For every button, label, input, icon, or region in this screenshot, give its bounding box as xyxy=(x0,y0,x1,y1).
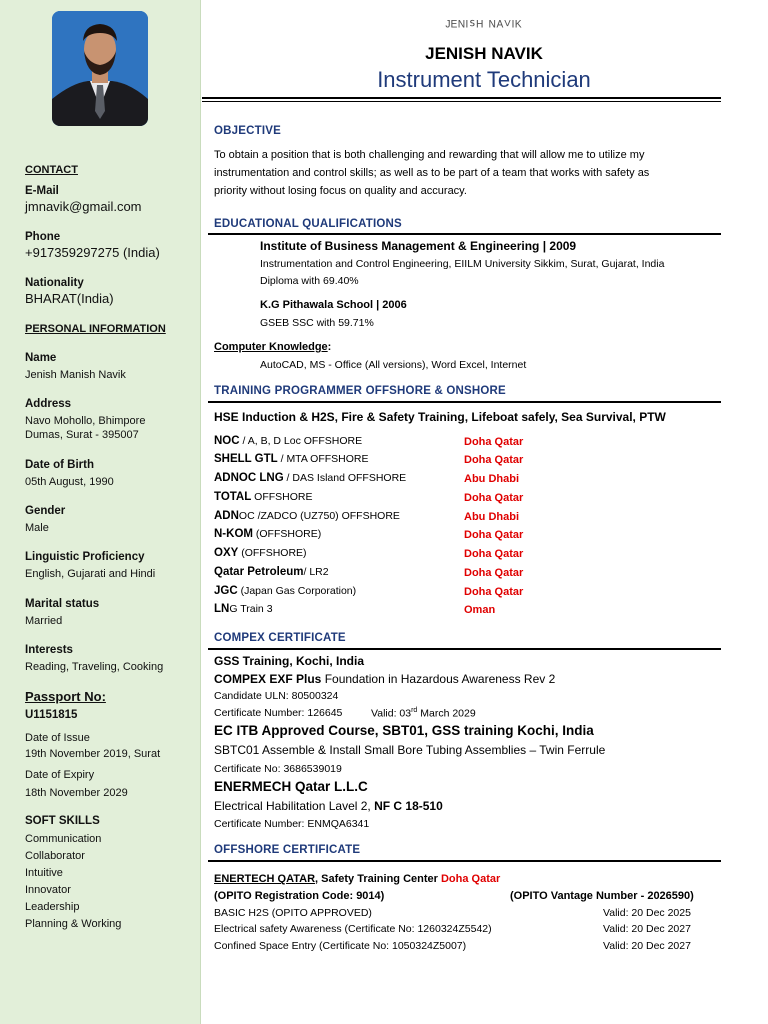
training-location: Doha Qatar xyxy=(464,548,524,560)
soft-skill-item: Innovator xyxy=(25,884,71,896)
interests-value: Reading, Traveling, Cooking xyxy=(25,661,164,673)
marital-value: Married xyxy=(25,615,63,627)
enertech-center: , Safety Training Center xyxy=(315,873,441,885)
itb-course: EC ITB Approved Course, SBT01, GSS training Kochi, India xyxy=(214,723,594,738)
address-label: Address xyxy=(25,398,72,410)
header-rule xyxy=(202,97,721,99)
interests-label: Interests xyxy=(25,644,73,656)
address-line2: Dumas, Surat - 395007 xyxy=(25,429,139,441)
language-value: English, Gujarati and Hindi xyxy=(25,568,156,580)
name-value: Jenish Manish Navik xyxy=(25,369,126,381)
training-row xyxy=(214,472,406,484)
nationality-value: BHARAT(India) xyxy=(25,291,114,306)
electrical-habilitation-text: Electrical Habilitation Lavel 2, xyxy=(214,799,375,813)
opito-registration: (OPITO Registration Code: 9014) xyxy=(214,890,385,902)
institute-1-grade: Diploma with 69.40% xyxy=(260,275,359,287)
expiry-value: 18th November 2029 xyxy=(25,787,128,799)
training-detail: (OFFSHORE) xyxy=(238,547,307,559)
gender-value: Male xyxy=(25,522,49,534)
computer-knowledge-label xyxy=(214,341,331,353)
training-row xyxy=(214,566,329,578)
enertech-location: Doha Qatar xyxy=(440,873,501,885)
enertech-name: ENERTECH QATAR xyxy=(214,873,316,885)
training-location: Doha Qatar xyxy=(464,586,524,598)
training-location: Abu Dhabi xyxy=(464,473,519,485)
computer-knowledge-text: Computer Knowledge xyxy=(214,341,328,353)
training-company: SHELL GTL xyxy=(214,453,278,465)
training-row xyxy=(214,603,273,615)
offshore-cert-name: Confined Space Entry (Certificate No: 1050324Z5007) xyxy=(214,940,467,952)
training-detail: / MTA OFFSHORE xyxy=(277,453,369,465)
education-rule xyxy=(208,233,721,235)
name-label: Name xyxy=(25,352,57,364)
institute-1-detail: Instrumentation and Control Engineering, EIILM University Sikkim, Surat, Gujarat, India xyxy=(260,258,665,270)
objective-line: To obtain a position that is both challenging and rewarding that will allow me to utilize my xyxy=(214,149,645,161)
sidebar xyxy=(0,0,201,1024)
training-detail: (Japan Gas Corporation) xyxy=(237,585,357,597)
compex-cert-number: Certificate Number: 126645 xyxy=(214,707,343,719)
training-company: JGC xyxy=(214,585,238,597)
training-location: Doha Qatar xyxy=(464,454,524,466)
training-row xyxy=(214,528,321,540)
soft-skill-item: Planning & Working xyxy=(25,918,122,930)
offshore-cert-name: Electrical safety Awareness (Certificate No: 1260324Z5542) xyxy=(214,923,492,935)
dob-label: Date of Birth xyxy=(25,459,94,471)
hse-training: HSE Induction & H2S, Fire & Safety Training, Lifeboat safely, Sea Survival, PTW xyxy=(214,410,666,424)
itb-cert-number: Certificate No: 3686539019 xyxy=(214,763,342,775)
soft-skill-item: Intuitive xyxy=(25,867,63,879)
training-location: Doha Qatar xyxy=(464,492,524,504)
objective-line: instrumentation and control skills; as well as to be part of a team that works with safety as xyxy=(214,167,650,179)
training-company: TOTAL xyxy=(214,491,252,503)
computer-knowledge-value: AutoCAD, MS - Office (All versions), Word Excel, Internet xyxy=(260,359,527,371)
training-detail: G Train 3 xyxy=(229,603,273,615)
training-detail: / A, B, D Loc OFFSHORE xyxy=(239,435,363,447)
contact-heading: CONTACT xyxy=(25,164,78,176)
candidate-uln: Candidate ULN: 80500324 xyxy=(214,690,339,702)
compex-heading: COMPEX CERTIFICATE xyxy=(214,632,346,644)
offshore-cert-valid: Valid: 20 Dec 2027 xyxy=(603,940,691,952)
email-label: E-Mail xyxy=(25,185,59,197)
gss-training: GSS Training, Kochi, India xyxy=(214,654,365,668)
marital-label: Marital status xyxy=(25,598,100,610)
personal-heading: PERSONAL INFORMATION xyxy=(25,323,166,335)
job-title: Instrument Technician xyxy=(377,67,591,92)
compex-valid xyxy=(371,707,476,720)
training-row xyxy=(214,510,400,522)
compex-valid-sup: rd xyxy=(411,707,418,714)
institute-2: K.G Pithawala School | 2006 xyxy=(260,299,407,311)
training-company: LN xyxy=(214,603,230,615)
training-detail: (OFFSHORE) xyxy=(252,528,322,540)
compex-exf xyxy=(214,672,555,686)
profile-photo xyxy=(52,11,148,126)
soft-skill-item: Leadership xyxy=(25,901,80,913)
training-location: Abu Dhabi xyxy=(464,511,519,523)
issue-label: Date of Issue xyxy=(25,732,90,744)
training-company: Qatar Petroleum xyxy=(214,566,304,578)
phone-label: Phone xyxy=(25,231,61,243)
objective-heading: OBJECTIVE xyxy=(214,125,281,137)
training-company: ADN xyxy=(214,510,239,522)
nationality-label: Nationality xyxy=(25,277,84,289)
training-detail: / LR2 xyxy=(303,566,329,578)
electrical-habilitation-code: NF C 18-510 xyxy=(374,799,443,813)
enertech-line xyxy=(214,873,500,885)
dob-value: 05th August, 1990 xyxy=(25,476,114,488)
training-location: Doha Qatar xyxy=(464,529,524,541)
soft-skills-heading: SOFT SKILLS xyxy=(25,815,100,827)
passport-value: U1151815 xyxy=(25,709,78,721)
issue-value: 19th November 2019, Surat xyxy=(25,748,161,760)
sbtc-course: SBTC01 Assemble & Install Small Bore Tubing Assemblies – Twin Ferrule xyxy=(214,743,606,757)
offshore-rule xyxy=(208,860,721,862)
offshore-heading: OFFSHORE CERTIFICATE xyxy=(214,844,361,856)
offshore-cert-valid: Valid: 20 Dec 2027 xyxy=(603,923,691,935)
institute-1: Institute of Business Management & Engineering | 2009 xyxy=(260,239,577,253)
training-rule xyxy=(208,401,721,403)
opito-vantage: (OPITO Vantage Number - 2026590) xyxy=(510,890,694,902)
objective-line: priority without losing focus on quality and accuracy. xyxy=(214,185,467,197)
training-company: OXY xyxy=(214,547,239,559)
training-company: NOC xyxy=(214,435,240,447)
training-heading: TRAINING PROGRAMMER OFFSHORE & ONSHORE xyxy=(214,385,506,397)
training-row xyxy=(214,491,313,503)
header-rule-thin xyxy=(202,101,721,102)
training-row xyxy=(214,547,307,559)
training-location: Doha Qatar xyxy=(464,567,524,579)
soft-skill-item: Collaborator xyxy=(25,850,85,862)
training-detail: / DAS Island OFFSHORE xyxy=(283,472,407,484)
compex-exf-bold: COMPEX EXF Plus xyxy=(214,672,322,686)
candidate-name: JENISH NAVIK xyxy=(425,44,543,63)
training-detail: OC /ZADCO (UZ750) OFFSHORE xyxy=(238,510,400,522)
compex-rule xyxy=(208,648,721,650)
training-row xyxy=(214,435,362,447)
script-name: ᴶᴱᴺᴵᔆᴴ ᴺᴬⱽᴵᴷ xyxy=(445,18,523,35)
gender-label: Gender xyxy=(25,505,66,517)
offshore-cert-name: BASIC H2S (OPITO APPROVED) xyxy=(214,907,372,919)
enermech-cert-number: Certificate Number: ENMQA6341 xyxy=(214,818,370,830)
enermech-company: ENERMECH Qatar L.L.C xyxy=(214,779,368,794)
computer-knowledge-colon: : xyxy=(327,341,332,353)
offshore-cert-valid: Valid: 20 Dec 2025 xyxy=(603,907,691,919)
compex-exf-text: Foundation in Hazardous Awareness Rev 2 xyxy=(321,672,556,686)
email-value[interactable]: jmnavik@gmail.com xyxy=(25,199,142,214)
training-detail: OFFSHORE xyxy=(251,491,313,503)
training-company: ADNOC LNG xyxy=(214,472,284,484)
compex-valid-pre: Valid: 03 xyxy=(371,707,412,720)
training-row xyxy=(214,453,369,465)
training-row xyxy=(214,585,356,597)
passport-label: Passport No: xyxy=(25,689,106,704)
institute-2-grade: GSEB SSC with 59.71% xyxy=(260,317,374,329)
language-label: Linguistic Proficiency xyxy=(25,551,145,563)
expiry-label: Date of Expiry xyxy=(25,769,95,781)
training-location: Doha Qatar xyxy=(464,436,524,448)
training-location: Oman xyxy=(464,604,496,616)
phone-value[interactable]: +917359297275 (India) xyxy=(25,245,160,260)
electrical-habilitation xyxy=(214,799,443,813)
compex-valid-post: March 2029 xyxy=(417,707,476,720)
training-company: N-KOM xyxy=(214,528,253,540)
address-line1: Navo Mohollo, Bhimpore xyxy=(25,415,146,427)
education-heading: EDUCATIONAL QUALIFICATIONS xyxy=(214,218,402,230)
soft-skill-item: Communication xyxy=(25,833,102,845)
